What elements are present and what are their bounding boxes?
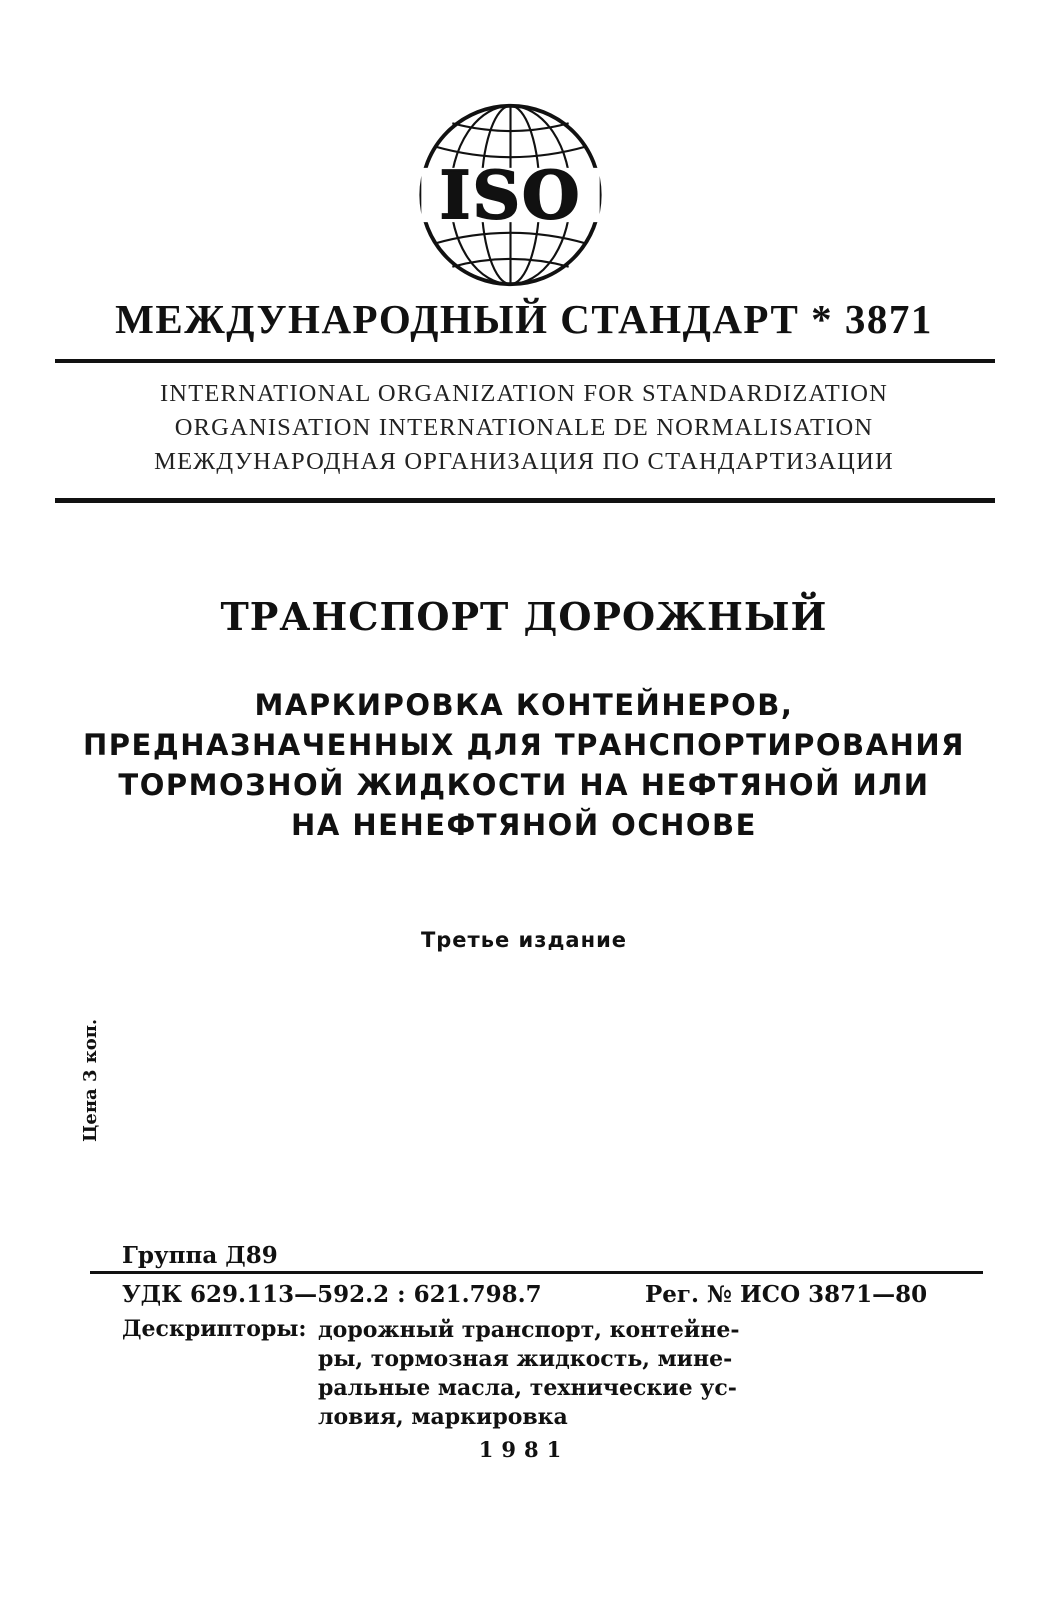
udk-code: УДК 629.113—592.2 : 621.798.7 [122,1281,542,1308]
subtitle-line: ПРЕДНАЗНАЧЕННЫХ ДЛЯ ТРАНСПОРТИРОВАНИЯ [83,728,965,762]
subtitle-line: МАРКИРОВКА КОНТЕЙНЕРОВ, [254,688,794,722]
descriptors-line: дорожный транспорт, контейне- [318,1317,740,1343]
price-label: Цена 3 коп. [80,1018,101,1142]
descriptors-list [318,1316,739,1432]
org-name-english: INTERNATIONAL ORGANIZATION FOR STANDARDIZATION [159,380,889,407]
descriptors-line: ры, тормозная жидкость, мине- [318,1346,733,1372]
org-name-french: ORGANISATION INTERNATIONALE DE NORMALISATION [174,414,874,441]
standard-title: МЕЖДУНАРОДНЫЙ СТАНДАРТ * 3871 [115,296,933,342]
group-label: Группа Д89 [122,1242,278,1269]
subtitle-line: НА НЕНЕФТЯНОЙ ОСНОВЕ [291,808,757,842]
descriptors-label: Дескрипторы: [122,1316,307,1342]
descriptors-line: ральные масла, технические ус- [318,1375,737,1401]
subtitle-line: ТОРМОЗНОЙ ЖИДКОСТИ НА НЕФТЯНОЙ ИЛИ [118,768,930,802]
iso-globe-logo [413,100,608,290]
edition-label: Третье издание [420,928,628,952]
descriptors-line: ловия, маркировка [318,1404,568,1430]
registration-number: Рег. № ИСО 3871—80 [645,1281,928,1308]
footer-divider [90,1271,983,1274]
document-subtitle [0,685,1048,845]
org-divider [55,498,995,503]
publication-year: 1981 [478,1437,570,1462]
header-divider [55,359,995,363]
document-title: ТРАНСПОРТ ДОРОЖНЫЙ [220,594,828,639]
iso-logo-text: ISO [439,156,582,235]
org-name-russian: МЕЖДУНАРОДНАЯ ОРГАНИЗАЦИЯ ПО СТАНДАРТИЗАЦИИ [154,448,894,475]
